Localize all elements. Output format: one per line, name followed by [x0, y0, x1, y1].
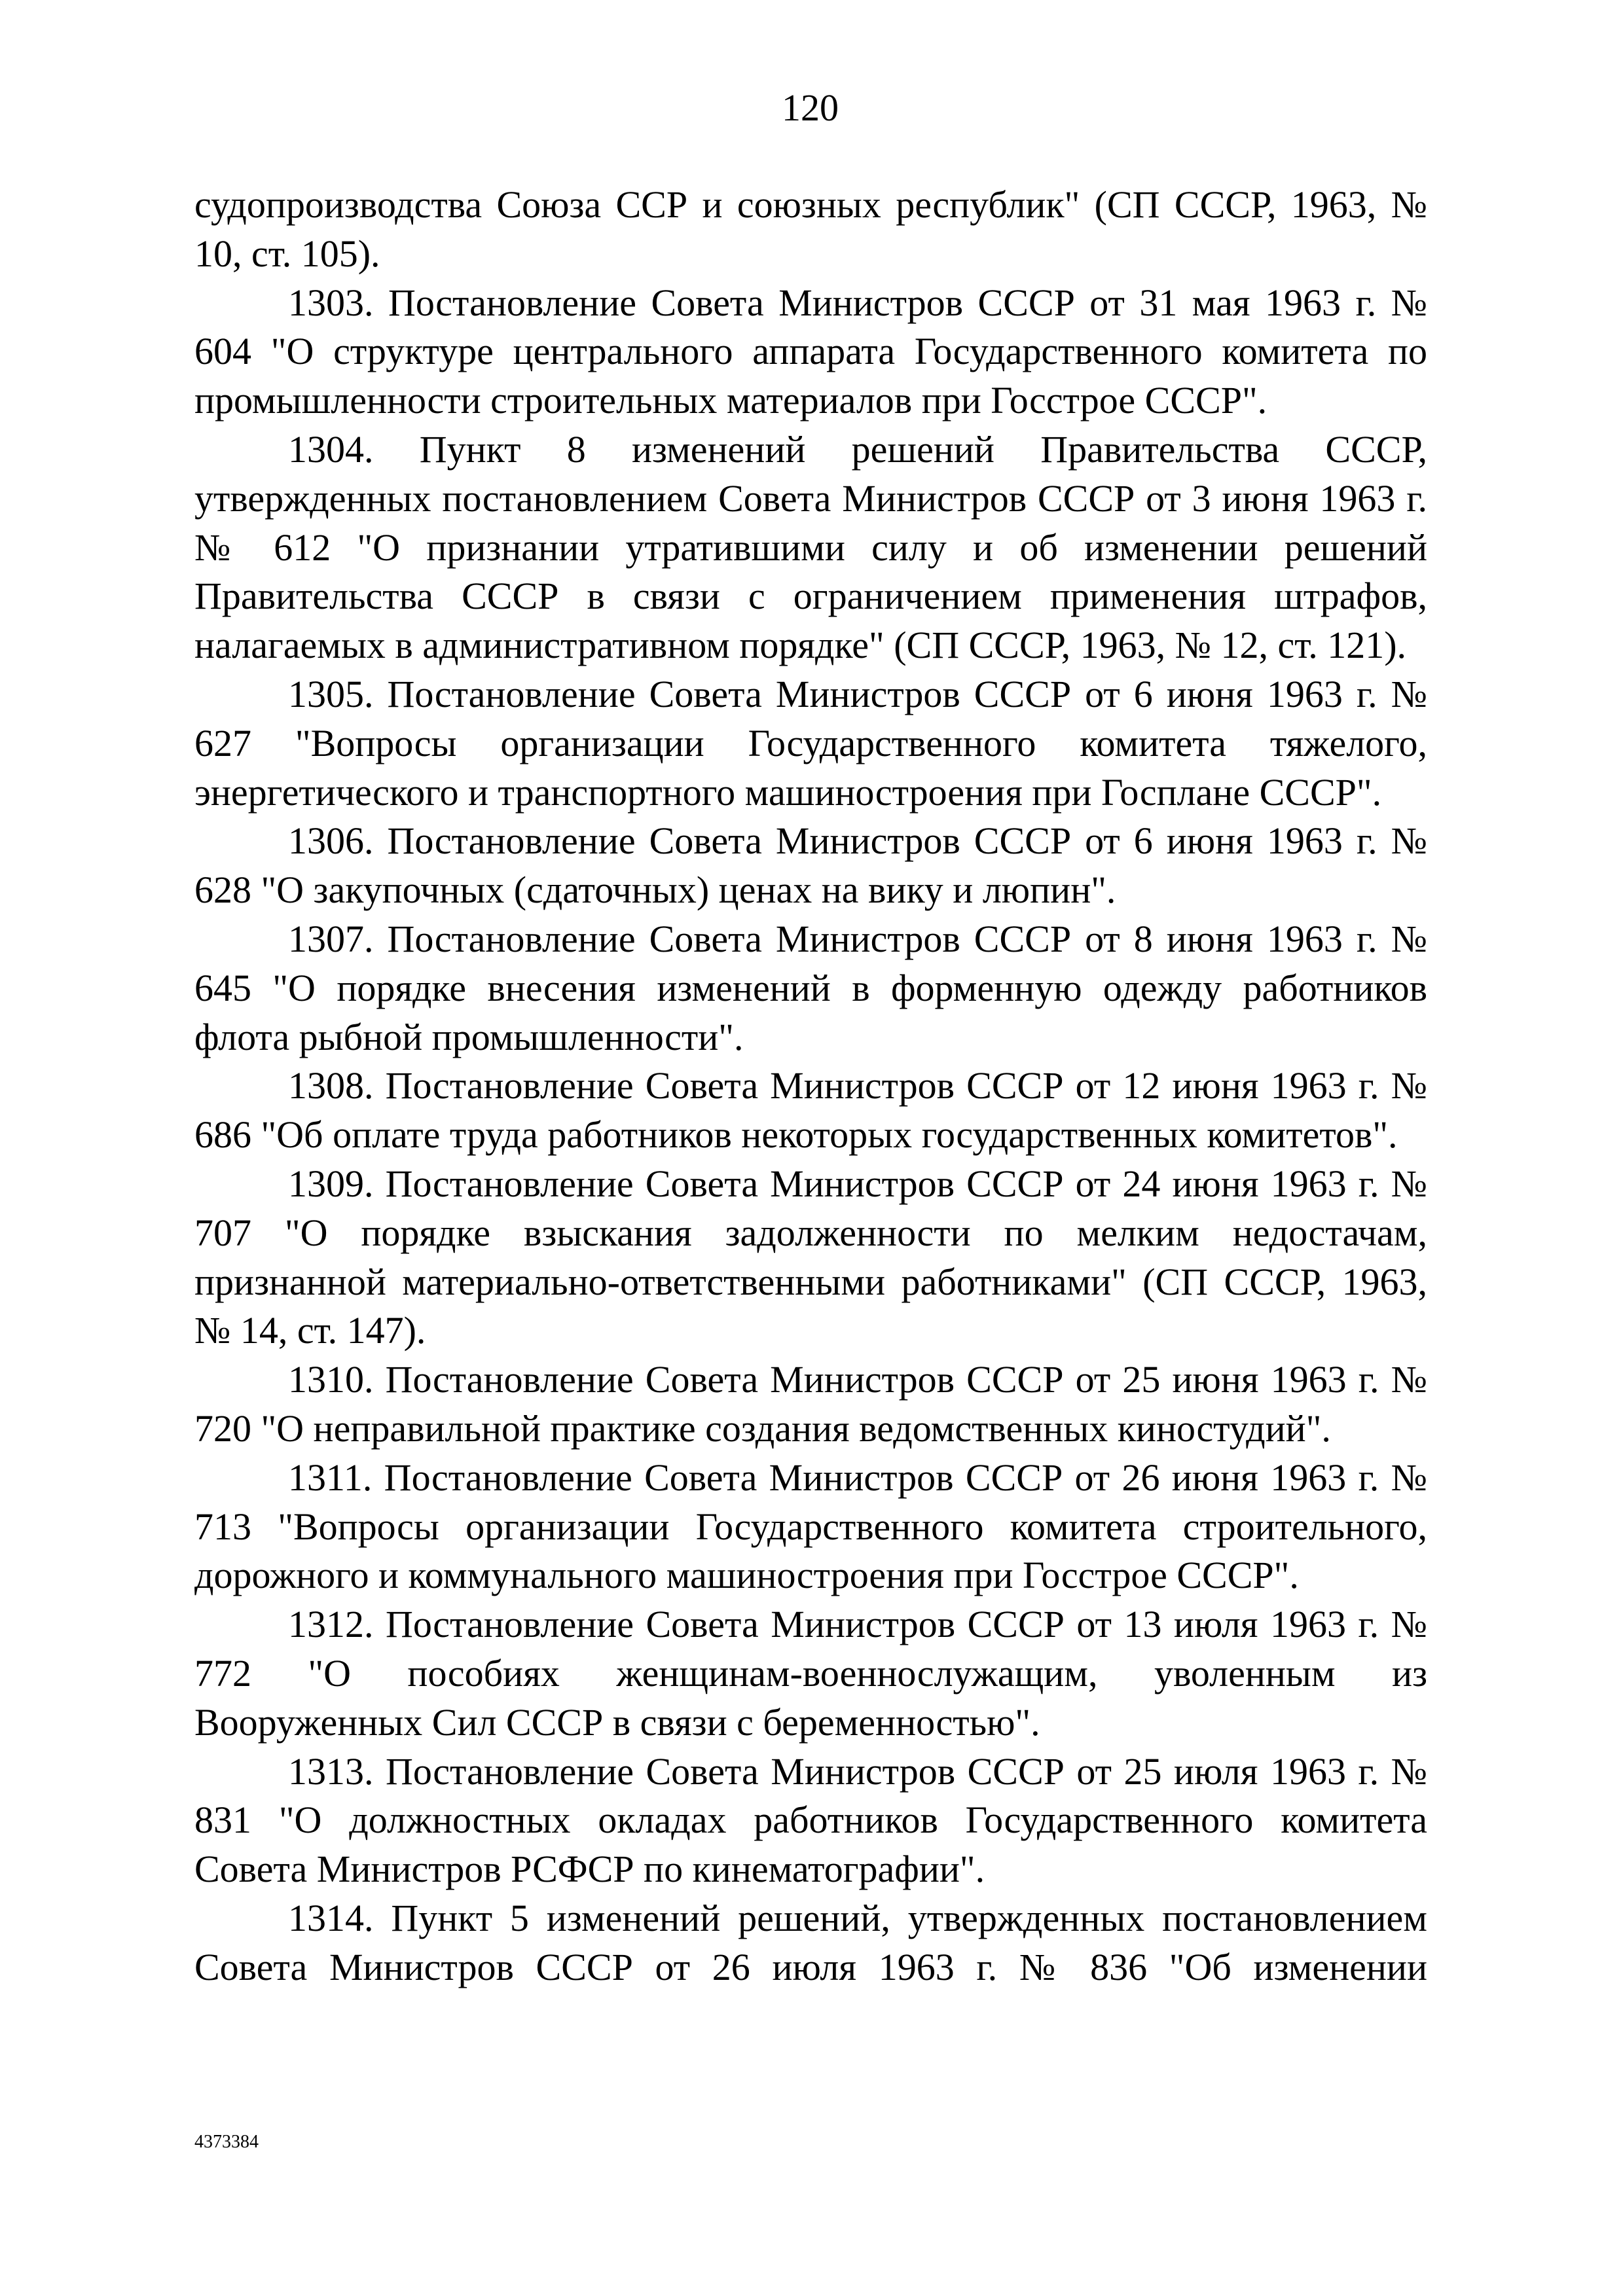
list-item-1312: 1312. Постановление Совета Министров СССР от 13 июля 1963 г. № 772 "О пособиях женщинам-военнослужащим, уволенным из Вооруженных Сил СССР в связи с беременностью".: [194, 1603, 1427, 1744]
document-body: [194, 181, 1427, 1992]
list-item-1308: 1308. Постановление Совета Министров СССР от 12 июня 1963 г. № 686 "Об оплате труда работников некоторых государственных комитетов".: [194, 1064, 1427, 1157]
list-item-1307: 1307. Постановление Совета Министров СССР от 8 июня 1963 г. № 645 "О порядке внесения изменений в форменную одежду работников флота рыбной промышленности".: [194, 917, 1427, 1058]
list-item-1304: 1304. Пункт 8 изменений решений Правительства СССР, утвержденных постановлением Совета Министров СССР от 3 июня 1963 г. № 612 "О признании утратившими силу и об изменении решений Правительства СССР в связи с ограничением применения штрафов, налагаемых в административном порядке" (СП СССР, 1963, № 12, ст. 121).: [194, 427, 1427, 667]
list-item-1303: 1303. Постановление Совета Министров СССР от 31 мая 1963 г. № 604 "О структуре центрального аппарата Государственного комитета по промышленности строительных материалов при Госстрое СССР".: [194, 281, 1427, 422]
list-item-1311: 1311. Постановление Совета Министров СССР от 26 июня 1963 г. № 713 "Вопросы организации Государственного комитета строительного, дорожного и коммунального машиностроения при Госстрое СССР".: [194, 1456, 1427, 1597]
list-item-1309: 1309. Постановление Совета Министров СССР от 24 июня 1963 г. № 707 "О порядке взыскания задолженности по мелким недостачам, признанной материально-ответственными работниками" (СП СССР, 1963, № 14, ст. 147).: [194, 1162, 1427, 1352]
page-number: 120: [782, 86, 839, 129]
list-item-1313: 1313. Постановление Совета Министров СССР от 25 июля 1963 г. № 831 "О должностных окладах работников Государственного комитета Совета Министров РСФСР по кинематографии".: [194, 1749, 1427, 1891]
continuation-paragraph: судопроизводства Союза ССР и союзных республик" (СП СССР, 1963, № 10, ст. 105).: [194, 183, 1427, 275]
list-item-1305: 1305. Постановление Совета Министров СССР от 6 июня 1963 г. № 627 "Вопросы организации Государственного комитета тяжелого, энергетического и транспортного машиностроения при Госплане СССР".: [194, 672, 1427, 814]
list-item-1314: 1314. Пункт 5 изменений решений, утвержденных постановлением Совета Министров СССР от 26 июля 1963 г. № 836 "Об изменении: [194, 1896, 1427, 1988]
list-item-1310: 1310. Постановление Совета Министров СССР от 25 июня 1963 г. № 720 "О неправильной практике создания ведомственных киностудий".: [194, 1358, 1427, 1450]
document-id: 4373384: [194, 2132, 259, 2152]
list-item-1306: 1306. Постановление Совета Министров СССР от 6 июня 1963 г. № 628 "О закупочных (сдаточных) ценах на вику и люпин".: [194, 819, 1427, 912]
